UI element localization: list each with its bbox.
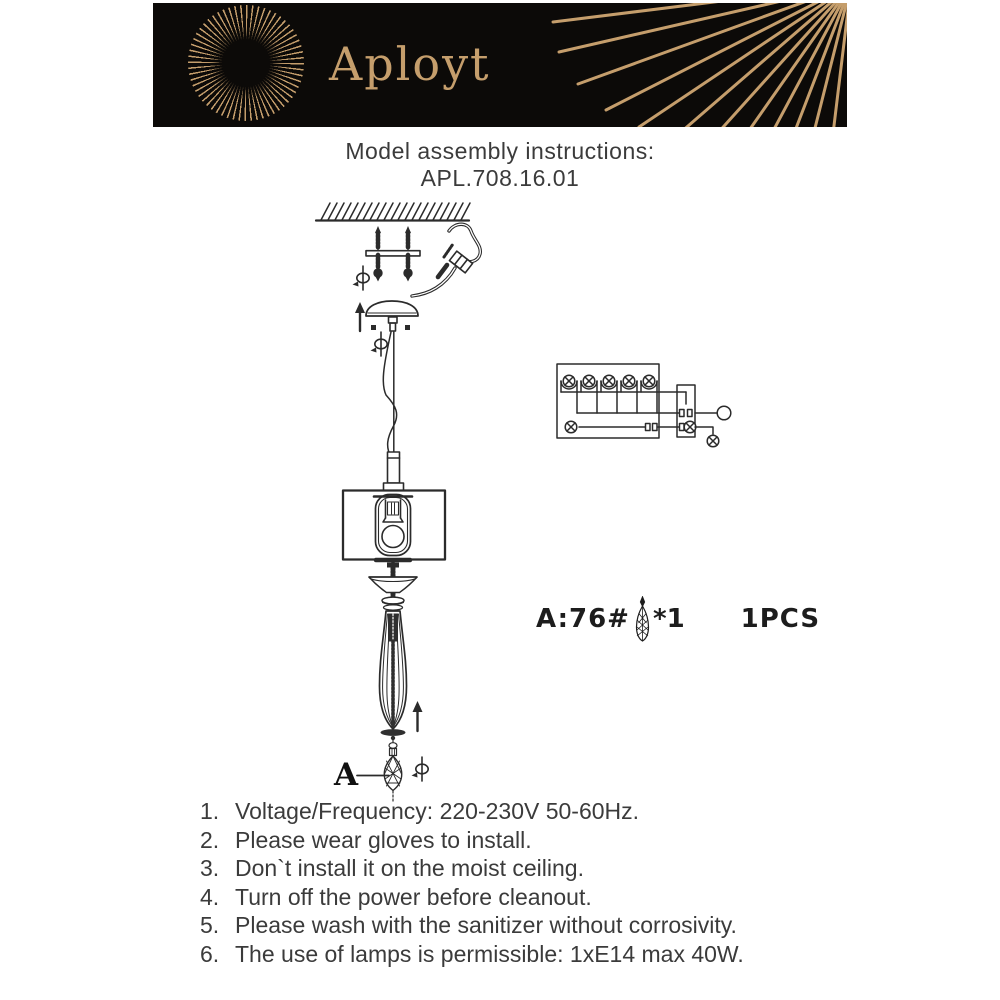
part-quantity: 1PCS (740, 604, 821, 634)
list-item (200, 911, 744, 940)
list-item-number: 2. (200, 826, 220, 853)
list-item-text: Turn off the power before cleanout. (235, 883, 592, 910)
list-item-text: Voltage/Frequency: 220-230V 50-60Hz. (235, 798, 640, 824)
list-item (200, 797, 744, 826)
up-arrow-icon (413, 701, 423, 731)
rotation-phi-icon (353, 266, 370, 290)
part-label: A:76# (536, 604, 630, 634)
power-source-circle (717, 406, 731, 420)
rotation-phi-icon (412, 757, 429, 781)
list-item-text: Don`t install it on the moist ceiling. (235, 855, 584, 881)
list-item (200, 854, 744, 883)
callout-a-label: A (334, 757, 359, 793)
crystal-drop-icon (634, 596, 651, 642)
power-cord-connector (412, 224, 480, 296)
wiring-diagram (557, 364, 731, 447)
bulb-cage (374, 495, 412, 556)
list-item-number: 5. (200, 912, 220, 938)
parts-key-row (536, 597, 820, 641)
up-arrow-icon (355, 302, 365, 331)
rotation-phi-icon (371, 332, 388, 356)
list-item (200, 940, 744, 969)
list-item (200, 826, 744, 855)
list-item-number: 4. (200, 883, 220, 910)
list-item-number: 6. (200, 940, 220, 967)
list-item-text: The use of lamps is permissible: 1xE14 max 40W. (235, 940, 744, 967)
part-multiplier: *1 (652, 604, 685, 634)
ceiling-hatch (316, 203, 470, 221)
lamp-circle-x-icon (565, 421, 577, 433)
model-number: APL.708.16.01 (420, 165, 580, 191)
instructions-list (200, 797, 744, 968)
list-item-text: Please wash with the sanitizer without corrosivity. (235, 912, 737, 938)
lamp-circle-x-icon (707, 435, 719, 447)
bobeche-funnel (369, 577, 417, 605)
page-title: Model assembly instructions: (345, 138, 655, 164)
list-item-number: 3. (200, 855, 220, 881)
crystal-pendant (357, 740, 428, 801)
glass-drop (380, 605, 423, 740)
lamp-circle-x-icon (561, 375, 657, 389)
ceiling-canopy (355, 301, 418, 356)
pendant-cable (383, 332, 396, 457)
list-item (200, 883, 744, 912)
list-item-text: Please wear gloves to install. (235, 826, 532, 853)
list-item-number: 1. (200, 798, 220, 824)
brand-name: Aployt (329, 37, 491, 91)
lamp-socket-stem (384, 452, 404, 491)
mounting-screws (353, 226, 421, 290)
light-bulb (382, 526, 404, 548)
